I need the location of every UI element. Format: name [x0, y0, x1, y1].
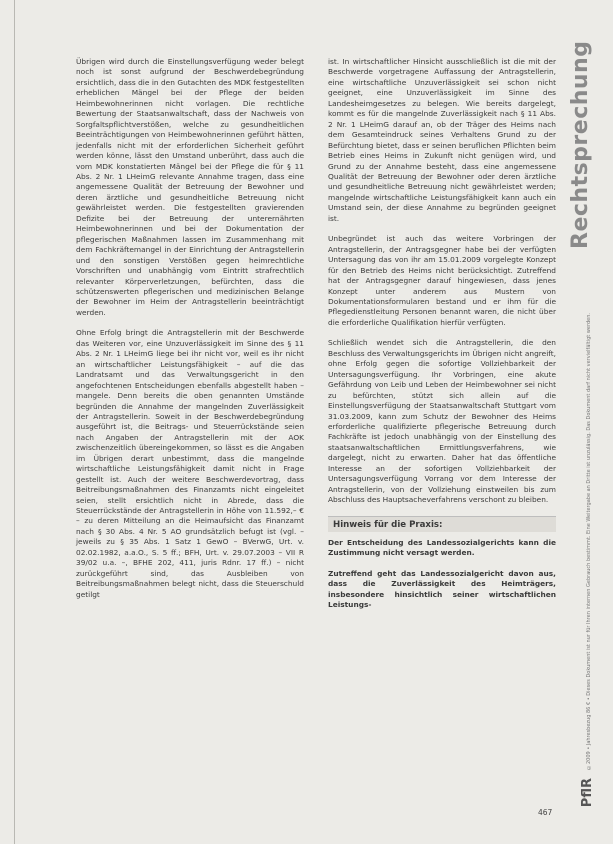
- practice-hint-body: [328, 538, 556, 611]
- hint-paragraph: Zutreffend geht das Landessozialgericht davon aus, dass die Zuverlässigkeit des Heimträgers, insbesondere hinsichtlich seiner wirtschaftlichen Leistungs-: [328, 568, 556, 610]
- paragraph: ist. In wirtschaftlicher Hinsicht ausschließlich ist die mit der Beschwerde vorgetragene Auffassung der Antragstellerin, eine wirtschaftliche Unzuverlässigkeit sei schon nicht geeignet, eine Unzuverlässigkeit im Sinne des Landesheimgesetzes zu belegen. Wie bereits dargelegt, kommt es für die mangelnde Zuverlässigkeit nach § 11 Abs. 2 Nr. 1 LHeimG darauf an, ob der Träger des Heims nach dem Gesamteindruck seines Verhaltens Grund zu der Befürchtung bietet, dass er seinen beruflichen Pflichten beim Betrieb eines Heims in Zukunft nicht genügen wird, und Grund zu der Annahme besteht, dass eine angemessene Qualität der Betreuung der Bewohner oder deren ärztliche und gesundheitliche Betreuung nicht gewährleistet werden; mangelnde wirtschaftliche Leistungsfähigkeit kann auch ein Umstand sein, der diese Annahme zu begründen geeignet ist.: [328, 57, 556, 223]
- practice-hint-heading: Hinweis für die Praxis:: [328, 516, 556, 532]
- paragraph: Ohne Erfolg bringt die Antragstellerin mit der Beschwerde das Weiteren vor, eine Unzuverlässigkeit im Sinne des § 11 Abs. 2 Nr. 1 LHeimG liege bei ihr nicht vor, weil es ihr nicht an wirtschaftlicher Leistungsfähigkeit – auf die das Landratsamt und das Verwaltungsgericht in den angefochtenen Entscheidungen ebenfalls abgestellt haben – mangele. Denn bereits die oben genannten Umstände begründen die Annahme der mangelnden Zuverlässigkeit der Antragstellerin. Soweit in der Beschwerdebegründung ausgeführt ist, die Beitrags- und Steuerrückstände seien nach Angaben der Antragstellerin mit der AOK zwischenzeitlich übereingekommen, so lässt es die Angaben im Übrigen derart unbestimmt, dass die mangelnde wirtschaftliche Leistungsfähigkeit damit nicht in Frage gestellt ist. Auch der weitere Beschwerdevortrag, dass Beitreibungsmaßnahmen des Finanzamts nicht eingeleitet seien, stellt ersichtlich nicht in Abrede, dass die Steuerrückstände der Antragstellerin in Höhe von 11.592,– € – zu deren Mitteilung an die Heimaufsicht das Finanzamt nach § 30 Abs. 4 Nr. 5 AO grundsätzlich befugt ist (vgl. – jeweils zu § 35 Abs. 1 Satz 1 GewO – BVerwG, Urt. v. 02.02.1982, a.a.O., S. 5 ff.; BFH, Urt. v. 29.07.2003 – VII R 39/02 u.a. –, BFHE 202, 411, juris Rdnr. 17 ff.) – nicht zurückgeführt sind, das Ausbleiben von Beitreibungsmaßnahmen belegt nicht, dass die Steuerschuld getilgt: [76, 328, 304, 599]
- copyright-notice: ©2009 • Jahresbezug 86 € • Dieses Dokument ist nur für Ihren internen Gebrauch bestimmt. Eine Weitergabe an Dritte ist unzulässig. Das Dokument darf nicht vervielfältigt werden.: [586, 313, 592, 770]
- journal-logo: PflR: [580, 778, 595, 808]
- hint-paragraph: Der Entscheidung des Landessozialgerichts kann die Zustimmung nicht versagt werden.: [328, 538, 556, 558]
- page-edge-line: [14, 0, 15, 844]
- paragraph: Unbegründet ist auch das weitere Vorbringen der Antragstellerin, der Antragsgegner habe bei der verfügten Untersagung das von ihr am 15.01.2009 vorgelegte Konzept für den Betrieb des Heims nicht berücksichtigt. Zutreffend hat der Antragsgegner darauf hingewiesen, dass jenes Konzept unter anderem aus Mustern von Dokumentationsformularen bestand und er ihm für die Pflegedienstleitung Personen benannt waren, die nicht über die erforderliche Qualifikation hierfür verfügten.: [328, 234, 556, 327]
- page-number: 467: [538, 808, 553, 817]
- paragraph: Schließlich wendet sich die Antragstellerin, die den Beschluss des Verwaltungsgerichts im Übrigen nicht angreift, ohne Erfolg gegen die sofortige Vollziehbarkeit der Untersagungsverfügung. Ihr Vorbringen, eine akute Gefährdung von Leib und Leben der Heimbewohner sei nicht zu befürchten, stützt sich allein auf die Einstellungsverfügung der Staatsanwaltschaft Stuttgart vom 31.03.2009, kann zum Schutz der Bewohner des Heims erforderliche qualifizierte pflegerische Betreuung durch Fachkräfte ist jedoch unabhängig von der Einstellung des staatsanwaltschaftlichen Ermittlungsverfahrens, wie dargelegt, nicht zu erwarten. Daher hat das öffentliche Interesse an der sofortigen Vollziehbarkeit der Untersagungsverfügung Vorrang vor dem Interesse der Antragstellerin, von der Vollziehung einstweilen bis zum Abschluss des Hauptsacheverfahrens verschont zu bleiben.: [328, 338, 556, 505]
- section-title-vertical: Rechtsprechung: [568, 40, 593, 250]
- left-text-column: [76, 57, 304, 610]
- paragraph: Übrigen wird durch die Einstellungsverfügung weder belegt noch ist sonst aufgrund der Beschwerdebegründung ersichtlich, dass die in den Gutachten des MDK festgestellten erheblichen Mängel bei der Pflege der beiden Heimbewohnerinnen nicht vorlagen. Die rechtliche Bewertung der Staatsanwaltschaft, dass der Nachweis von Sorgfaltspflichtverstößen, welche zu gesundheitlichen Beeinträchtigungen von Heimbewohnerinnen geführt hätten, jedenfalls nicht mit der erforderlichen Sicherheit geführt werden könne, lässt den Umstand unberührt, dass auch die vom MDK konstatierten Mängel bei der Pflege die für § 11 Abs. 2 Nr. 1 LHeimG relevante Annahme tragen, dass eine angemessene Qualität der Betreuung der Bewohner und deren ärztliche und gesundheitliche Betreuung nicht gewährleistet werden. Die festgestellten gravierenden Defizite bei der Betreuung der unterernährten Heimbewohnerinnen und bei der Dokumentation der pflegerischen Maßnahmen lassen im Zusammenhang mit dem Fachkräftemangel in der Einrichtung der Antragstellerin und den sonstigen Verstößen gegen heimrechtliche Vorschriften und unabhängig vom Eintritt strafrechtlich relevanter Körperverletzungen, befürchten, dass die schützenswerten pflegerischen und medizinischen Belange der Bewohner im Heim der Antragstellerin beeinträchtigt werden.: [76, 57, 304, 317]
- right-text-column: [328, 57, 556, 621]
